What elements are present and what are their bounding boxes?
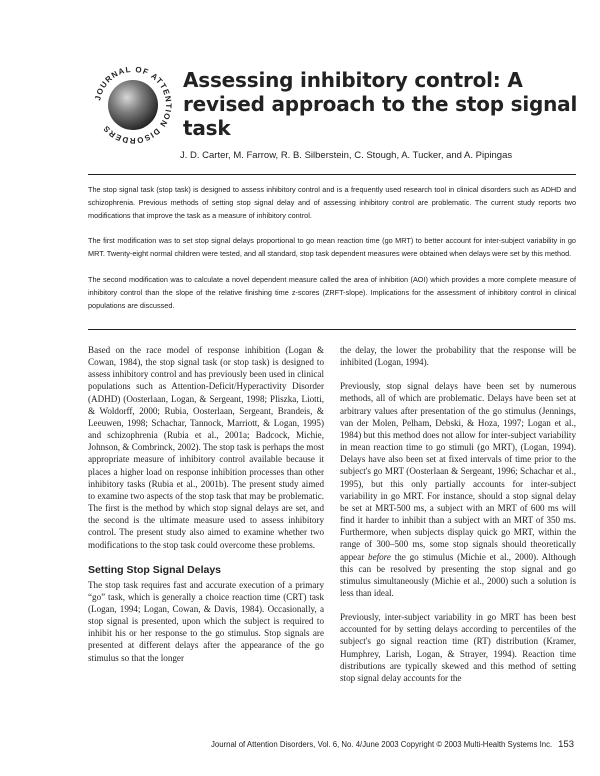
abstract-paragraph-3: The second modification was to calculate a novel dependent measure called the area of inhibition (AOI) which provides a more complete measure of inhibitory control than the slope of the relative finishing time z-scores (ZRFT-slope). Implications for the assessment of inhibitory control in clinical populations are discussed. <box>88 274 576 310</box>
section-paragraph-2-part-b: the go stimulus (Michie et al., 2000). Although this can be resolved by presenting the stop signal and go stimulus simultaneously (Michie et al., 2000) such a solution is less than ideal. <box>340 551 576 598</box>
continued-paragraph: the delay, the lower the probability that the response will be inhibited (Logan, 1994). <box>340 345 576 368</box>
section-paragraph-2 <box>340 380 576 599</box>
abstract-paragraph-2: The first modification was to set stop signal delays proportional to go mean reaction time (go MRT) to better account for inter-subject variability in go MRT. Twenty-eight normal children were tested, and all standard, stop task dependent measures were obtained when delays were set by this method. <box>88 236 576 259</box>
abstract <box>88 184 576 325</box>
journal-logo-icon <box>88 60 178 150</box>
intro-paragraph: Based on the race model of response inhibition (Logan & Cowan, 1984), the stop signal task (or stop task) is designed to assess inhibitory control and has previously been used in clinical populations such as Attention-Deficit/Hyperactivity Disorder (ADHD) (Oosterlaan, Logan, & Sergeant, 1998; Pliszka, Liotti, & Woldorff, 2000; Rubia, Oosterlaan, Sergeant, Brandeis, & Leeuwen, 1998; Schachar, Tannock, Marriott, & Logan, 1995) and schizophrenia (Rubia et al., 2001a; Badcock, Michie, Johnson, & Combrinck, 2002). The stop task is perhaps the most appropriate measure of inhibitory control available because it places a higher load on response inhibition processes than other inhibitory tasks (Rubia et al., 2001b). The present study aimed to examine two aspects of the stop task that may be problematic. The first is the method by which stop signal delays are set, and the second is the ultimate measure used to assess inhibitory control. The present study also aimed to examine whether two modifications to the stop task could overcome these problems. <box>88 345 324 550</box>
emphasis-before: before <box>368 551 391 562</box>
body-column-right <box>340 344 576 684</box>
article-authors: J. D. Carter, M. Farrow, R. B. Silberstein, C. Stough, A. Tucker, and A. Pipingas <box>180 150 513 161</box>
footer-citation: Journal of Attention Disorders, Vol. 6, No. 4/June 2003 Copyright © 2003 Multi-Health Systems Inc. <box>210 740 553 749</box>
page-number: 153 <box>558 739 574 750</box>
page-footer <box>211 739 574 750</box>
body-column-left <box>88 344 324 664</box>
section-paragraph-3: Previously, inter-subject variability in go MRT has been best accounted for by setting delays according to percentiles of the subject's go signal reaction time (RT) distribution (Kramer, Humphrey, Larish, Logan, & Strayer, 1994). Reaction time distributions are typically skewed and this method of setting stop signal delay accounts for the <box>340 612 576 683</box>
article-title: Assessing inhibitory control: A revised approach to the stop signal task <box>183 68 578 140</box>
section-heading: Setting Stop Signal Delays <box>88 563 222 576</box>
logo-ring-text: JOURNAL OF ATTENTION DISORDERS <box>93 64 174 146</box>
abstract-bottom-rule <box>88 329 576 330</box>
abstract-paragraph-1: The stop signal task (stop task) is designed to assess inhibitory control and is a frequently used research tool in clinical disorders such as ADHD and schizophrenia. Previous methods of setting stop signal delay and of assessing inhibitory control are problematic. The current study reports two modifications that improve the task as a measure of inhibitory control. <box>88 185 576 220</box>
abstract-top-rule <box>88 174 576 175</box>
section-paragraph-2-part-a: Previously, stop signal delays have been set by numerous methods, all of which are problematic. Delays have been set at arbitrary values after presentation of the go stimulus (Jennings, van der Molen, Pelham, Debski, & Hoza, 1997; Logan et al., 1984) but this method does not allow for inter-subject variability in mean reaction time to go stimuli (go MRT), (Logan, 1994). Delays have also been set at fixed intervals of time prior to the subject's go MRT (Oosterlaan & Sergeant, 1996; Schachar et al., 1995), but this only partially accounts for inter-subject variability in go MRT. For instance, should a stop signal delay be set at MRT-500 ms, a subject with an MRT of 600 ms will find it harder to inhibit than a subject with an MRT of 350 ms. Furthermore, when subjects display quick go MRT, within the range of 300–500 ms, some stop signals should theoretically appear <box>340 381 576 562</box>
section-paragraph-1: The stop task requires fast and accurate execution of a primary “go” task, which is generally a choice reaction time (CRT) task (Logan, 1994; Logan, Cowan, & Davis, 1984). Occasionally, a stop signal is presented, upon which the subject is required to inhibit his or her response to the go stimulus. Stop signals are presented at different delays after the appearance of the go stimulus so that the longer <box>88 579 324 663</box>
